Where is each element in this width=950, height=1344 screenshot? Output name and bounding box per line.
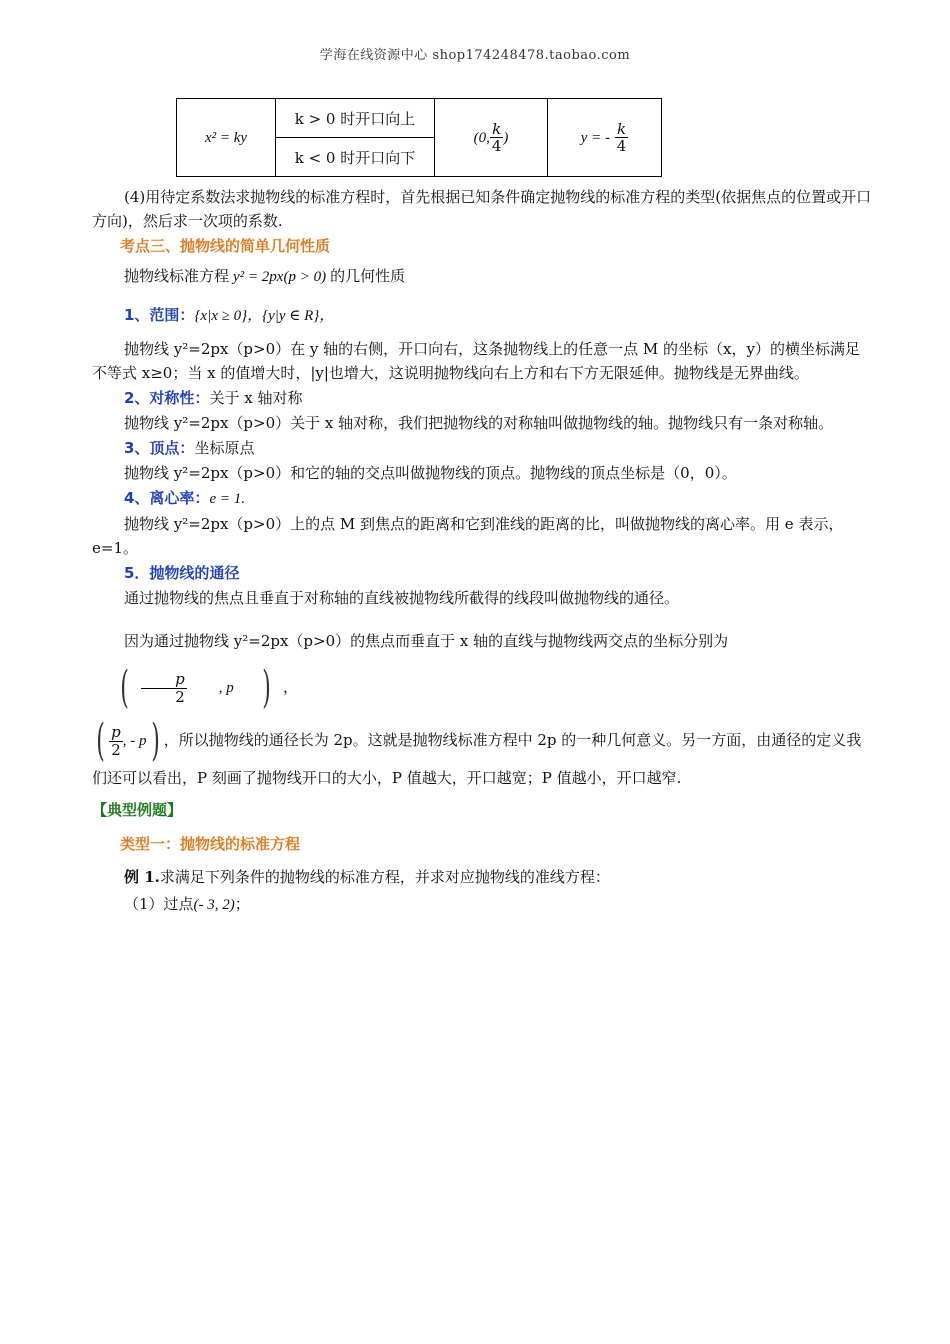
standard-form-table	[176, 98, 662, 177]
intersection-point-2: ( $\frac{p}{2}$ , - p )	[96, 715, 160, 766]
eccentricity-text: 抛物线 y²=2px（p>0）上的点 M 到焦点的距离和它到准线的距离的比，叫做抛物线的离心率。用 e 表示，e=1。	[92, 515, 844, 557]
latus-rectum-def: 通过抛物线的焦点且垂直于对称轴的直线被抛物线所截得的线段叫做抛物线的通径。	[124, 589, 680, 607]
type-1-title: 类型一：抛物线的标准方程	[120, 835, 301, 853]
table-case-positive: k > 0 时开口向上	[276, 99, 435, 138]
property-eccentricity: 4、离心率：e = 1.	[124, 489, 245, 507]
examples-title: 【典型例题】	[92, 801, 183, 819]
vertex-text: 抛物线 y²=2px（p>0）和它的轴的交点叫做抛物线的顶点。抛物线的顶点坐标是（0，0）。	[124, 464, 737, 482]
latus-rectum-length: ( $\frac{p}{2}$ , - p ) ，所以抛物线的通径长为 2p。这就是抛物线标准方程中 2p 的一种几何意义。另一方面，由通径的定义我们还可以看出，P 刻画了抛物线开口的大小，P 值越大，开口越宽；P 值越小，开口越窄.	[92, 715, 862, 787]
symmetry-text: 抛物线 y²=2px（p>0）关于 x 轴对称，我们把抛物线的对称轴叫做抛物线的轴。抛物线只有一条对称轴。	[124, 414, 834, 432]
intro-line: 抛物线标准方程 y² = 2px(p > 0) 的几何性质	[124, 267, 406, 285]
latus-rectum-points: 因为通过抛物线 y²=2px（p>0）的焦点而垂直于 x 轴的直线与抛物线两交点的坐标分别为 ( $\frac{p}{2}$ , p ) ，	[92, 618, 872, 711]
property-vertex: 3、顶点：坐标原点	[124, 439, 255, 457]
note-4: (4)用待定系数法求抛物线的标准方程时，首先根据已知条件确定抛物线的标准方程的类型(依据焦点的位置或开口方向)，然后求一次项的系数.	[92, 188, 872, 230]
table-focus: (0, $\frac{k}{4}$ )	[435, 99, 548, 177]
section-3-title: 考点三、抛物线的简单几何性质	[120, 237, 331, 255]
table-directrix: y = - $\frac{k}{4}$	[548, 99, 662, 177]
property-latus-rectum: 5．抛物线的通径	[124, 564, 240, 582]
example-1-item-1: （1）过点(- 3, 2)；	[124, 895, 250, 913]
table-equation: x² = ky	[177, 99, 276, 177]
example-1: 例 1.求满足下列条件的抛物线的标准方程，并求对应抛物线的准线方程：	[124, 868, 610, 886]
document-body	[92, 98, 872, 920]
range-text: 抛物线 y²=2px（p>0）在 y 轴的右侧，开口向右，这条抛物线上的任意一点 M 的坐标（x，y）的横坐标满足不等式 x≥0；当 x 的值增大时，|y|也增大，这说明抛物线向右上方和右下方无限延伸。抛物线是无界曲线。	[92, 340, 860, 382]
property-symmetry: 2、对称性：关于 x 轴对称	[124, 389, 303, 407]
page-header: 学海在线资源中心 shop174248478.taobao.com	[319, 48, 631, 63]
table-case-negative: k < 0 时开口向下	[276, 138, 435, 177]
intersection-point-1: ( $\frac{p}{2}$ , p )	[120, 662, 271, 713]
property-range: 1、范围：{x|x ≥ 0}，{y|y ∈ R}，	[124, 306, 335, 324]
